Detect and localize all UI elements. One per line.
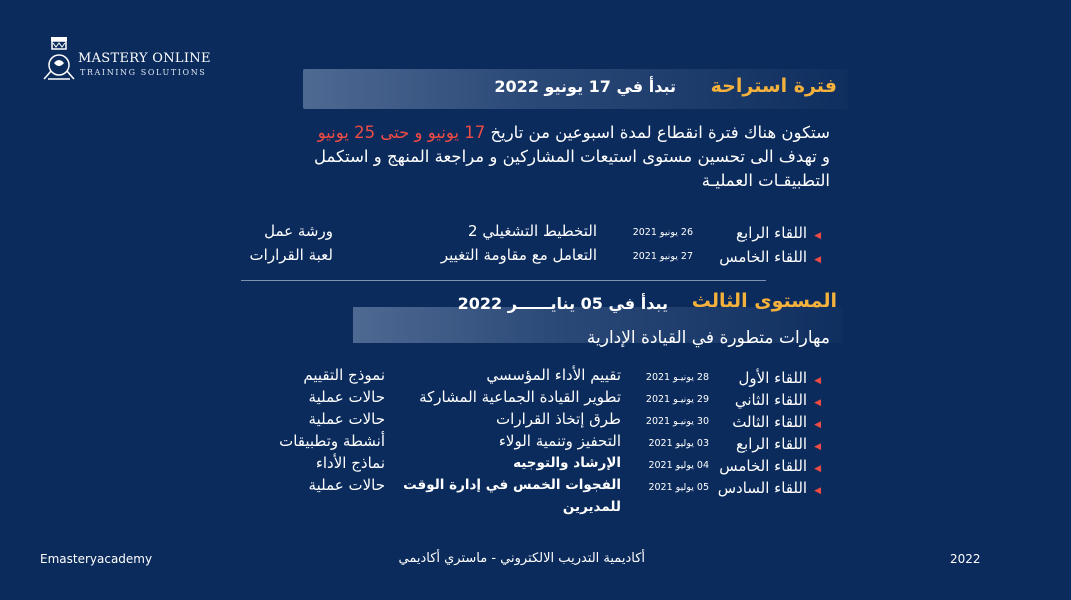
meeting-activity: حالات عملية [308, 388, 385, 406]
meeting-activity: أنشطة وتطبيقات [279, 432, 385, 450]
meeting-date: 26 يونيو 2021 [632, 227, 693, 238]
meeting-topic: الفجوات الخمس في إدارة الوقت [403, 477, 621, 493]
level3-section-title: المستوى الثالث [691, 290, 837, 312]
logo-tagline: TRAINING SOLUTIONS [80, 68, 207, 77]
break-paragraph-line-2: و تهدف الى تحسين مستوى استيعات المشاركين و مراجعة المنهج و استكمل [313, 147, 830, 166]
meeting-topic: تقييم الأداء المؤسسي [486, 366, 621, 384]
footer-year: 2022 [950, 552, 981, 566]
meeting-activity: نماذج الأداء [315, 454, 385, 472]
meeting-date: 28 يونيـو 2021 [645, 372, 709, 383]
bullet-arrow-icon: ◀ [814, 442, 821, 452]
meeting-activity: ورشة عمل [264, 222, 333, 240]
meeting-activity: نموذج التقييم [303, 366, 385, 384]
list-item [719, 248, 821, 266]
meeting-date: 29 يونيـو 2021 [645, 394, 709, 405]
meeting-topic: التعامل مع مقاومة التغيير [440, 246, 597, 264]
bullet-arrow-icon: ◀ [814, 464, 821, 474]
meeting-activity: لعبة القرارات [249, 246, 333, 264]
meeting-label: اللقاء الخامس [719, 457, 808, 475]
break-section-subtitle: تبدأ في 17 يونيو 2022 [494, 77, 676, 96]
crown-lion-emblem-icon [40, 35, 78, 83]
meeting-activity: حالات عملية [308, 410, 385, 428]
meeting-label: اللقاء الخامس [719, 248, 808, 266]
bullet-arrow-icon: ◀ [814, 486, 821, 496]
footer-handle: Emasteryacademy [40, 552, 153, 566]
meeting-label: اللقاء الثاني [734, 391, 808, 409]
meeting-topic: التخطيط التشغيلي 2 [468, 222, 597, 240]
meeting-topic: التحفيز وتنمية الولاء [498, 432, 621, 450]
list-item [719, 457, 821, 475]
meeting-label: اللقاء السادس [717, 479, 808, 497]
bullet-arrow-icon: ◀ [814, 398, 821, 408]
break-paragraph-prefix: ستكون هناك فترة انقطاع لمدة اسبوعين من تاريخ [485, 123, 830, 142]
break-paragraph-highlight: 17 يونيو و حتى 25 يونيو [317, 123, 486, 142]
level3-heading: مهارات متطورة في القيادة الإدارية [586, 328, 830, 348]
meeting-label: اللقاء الأول [738, 369, 808, 387]
meeting-topic: الإرشاد والتوجيه [513, 455, 621, 471]
list-item [718, 479, 821, 497]
list-item [732, 413, 821, 431]
level3-section-subtitle: يبدأ في 05 ينايــــــر 2022 [457, 294, 668, 313]
break-section-title: فترة استراحة [710, 75, 837, 97]
bullet-arrow-icon: ◀ [814, 255, 821, 265]
bullet-arrow-icon: ◀ [814, 231, 821, 241]
meeting-label: اللقاء الثالث [732, 413, 808, 431]
list-item [739, 369, 821, 387]
meeting-activity: حالات عملية [308, 476, 385, 494]
break-paragraph-line-1 [318, 121, 830, 144]
meeting-topic: طرق إتخاذ القرارات [496, 410, 621, 428]
break-paragraph-line-3: التطبيقـات العمليـة [701, 171, 830, 190]
meeting-date: 05 يوليو 2021 [648, 482, 709, 493]
footer-academy-name: أكاديمية التدريب الالكتروني - ماستري أكاديمي [398, 551, 645, 566]
logo [40, 35, 215, 85]
meeting-topic: تطوير القيادة الجماعية المشاركة [419, 388, 621, 406]
meeting-topic-continued: للمديرين [562, 499, 621, 515]
meeting-date: 27 يونيو 2021 [632, 251, 693, 262]
meeting-date: 03 يوليو 2021 [648, 438, 709, 449]
list-item [735, 391, 821, 409]
list-item [736, 224, 821, 242]
meeting-date: 30 يونيـو 2021 [645, 416, 709, 427]
meeting-label: اللقاء الرابع [736, 224, 808, 242]
meeting-label: اللقاء الرابع [736, 435, 808, 453]
list-item [736, 435, 821, 453]
logo-brand-text: MASTERY ONLINE [78, 51, 211, 66]
bullet-arrow-icon: ◀ [814, 376, 821, 386]
section-divider [241, 280, 766, 281]
bullet-arrow-icon: ◀ [814, 420, 821, 430]
meeting-date: 04 يوليو 2021 [648, 460, 709, 471]
